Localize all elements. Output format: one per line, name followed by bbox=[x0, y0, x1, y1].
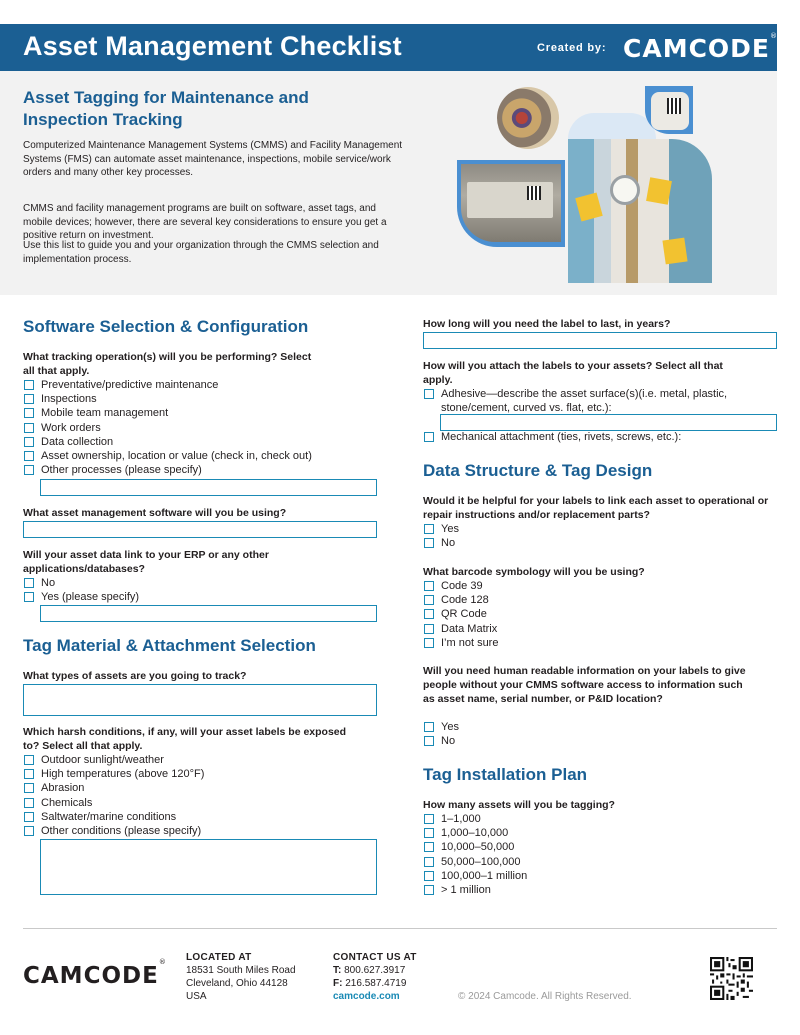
footer-divider bbox=[23, 928, 777, 929]
tracking-operations-options bbox=[23, 378, 383, 477]
camcode-logo[interactable] bbox=[623, 31, 779, 63]
asset-count-options bbox=[423, 812, 623, 897]
intro-paragraph-2: CMMS and facility management programs are built on software, asset tags, and mobile devices; however, there are several key considerations to ensure you get a positive return on investment. bbox=[23, 203, 387, 241]
checkbox-option[interactable] bbox=[23, 767, 383, 781]
checkbox-option[interactable] bbox=[23, 406, 383, 420]
checkbox[interactable] bbox=[424, 432, 434, 442]
label-lifespan-question: How long will you need the label to last, in years? bbox=[423, 318, 671, 330]
address-block bbox=[186, 964, 296, 1003]
software-section-heading: Software Selection & Configuration bbox=[23, 317, 309, 336]
checkbox[interactable] bbox=[24, 437, 34, 447]
option-label: Work orders bbox=[41, 421, 101, 434]
link-instructions-options bbox=[423, 522, 623, 550]
checkbox-option[interactable] bbox=[23, 796, 383, 810]
tag-material-section-heading: Tag Material & Attachment Selection bbox=[23, 636, 316, 655]
option-label: Other conditions (please specify) bbox=[41, 825, 202, 838]
option-label: > 1 million bbox=[441, 884, 491, 897]
checkbox[interactable] bbox=[424, 871, 434, 881]
harsh-conditions-options bbox=[23, 753, 383, 838]
erp-link-options bbox=[23, 576, 323, 604]
checkbox[interactable] bbox=[424, 638, 434, 648]
software-question: What asset management software will you be using? bbox=[23, 507, 287, 519]
checkbox[interactable] bbox=[24, 812, 34, 822]
checkbox[interactable] bbox=[424, 581, 434, 591]
option-label: 1,000–10,000 bbox=[441, 827, 509, 840]
qr-code-icon[interactable] bbox=[710, 957, 753, 1000]
checkbox-option[interactable] bbox=[423, 826, 623, 840]
option-label: Saltwater/marine conditions bbox=[41, 810, 177, 823]
checkbox-option[interactable] bbox=[23, 824, 383, 838]
option-label: No bbox=[41, 577, 56, 589]
checkbox-option[interactable] bbox=[423, 522, 623, 536]
checkbox[interactable] bbox=[24, 826, 34, 836]
option-label: No bbox=[441, 735, 456, 748]
fax-number: 216.587.4719 bbox=[345, 978, 407, 989]
checkbox[interactable] bbox=[24, 465, 34, 475]
photo-tagged-valves bbox=[568, 139, 712, 283]
option-label: Chemicals bbox=[41, 796, 93, 809]
tracking-operations-question: What tracking operation(s) will you be performing? Select all that apply. bbox=[23, 351, 312, 377]
checkbox-option[interactable] bbox=[423, 593, 623, 607]
created-by-label: Created by: bbox=[537, 42, 607, 54]
option-label: Outdoor sunlight/weather bbox=[41, 754, 164, 766]
checkbox-option[interactable] bbox=[423, 636, 623, 650]
checkbox-option[interactable] bbox=[23, 576, 323, 590]
contact-heading: CONTACT US AT bbox=[333, 952, 417, 963]
option-label: 10,000–50,000 bbox=[441, 841, 515, 854]
intro-paragraph-3: Use this list to guide you and your organization through the CMMS selection and implementation process. bbox=[23, 240, 379, 265]
phone-line bbox=[333, 964, 406, 977]
checkbox-option[interactable] bbox=[23, 378, 383, 392]
checkbox-option[interactable] bbox=[23, 449, 383, 463]
option-label: Code 128 bbox=[441, 594, 489, 607]
checkbox-option[interactable] bbox=[423, 387, 777, 415]
checkbox[interactable] bbox=[24, 769, 34, 779]
checkbox[interactable] bbox=[24, 423, 34, 433]
intro-heading: Asset Tagging for Maintenance and Inspection Tracking bbox=[23, 88, 309, 129]
footer-logo-text: CAMCODE bbox=[23, 963, 159, 989]
other-processes-field[interactable] bbox=[40, 479, 377, 496]
checkbox[interactable] bbox=[424, 828, 434, 838]
address-line-1: 18531 South Miles Road bbox=[186, 965, 296, 976]
checkbox[interactable] bbox=[24, 380, 34, 390]
fax-label: F: bbox=[333, 978, 343, 989]
checkbox[interactable] bbox=[424, 857, 434, 867]
checkbox[interactable] bbox=[424, 389, 434, 399]
checkbox[interactable] bbox=[424, 736, 434, 746]
option-label: Yes bbox=[441, 523, 459, 535]
checkbox[interactable] bbox=[424, 842, 434, 852]
checkbox[interactable] bbox=[24, 451, 34, 461]
option-label: QR Code bbox=[441, 608, 487, 621]
option-label: Preventative/predictive maintenance bbox=[41, 379, 219, 391]
asset-types-question: What types of assets are you going to track? bbox=[23, 670, 247, 682]
checkbox-option[interactable] bbox=[23, 590, 323, 604]
option-label: 50,000–100,000 bbox=[441, 855, 521, 868]
checkbox-option[interactable] bbox=[423, 622, 623, 636]
option-label: Yes (please specify) bbox=[41, 591, 140, 604]
photo-stacked-assets bbox=[497, 87, 559, 149]
option-label: No bbox=[441, 537, 456, 550]
checkbox[interactable] bbox=[424, 524, 434, 534]
intro-paragraph-1: Computerized Maintenance Management Systems (CMMS) and Facility Management Systems (FMS) can automate asset maintenance, inspections, mobile service/work orders and many other key processes. bbox=[23, 140, 403, 178]
option-label: Code 39 bbox=[441, 580, 483, 592]
checkbox[interactable] bbox=[24, 783, 34, 793]
logo-text: CAMCODE bbox=[623, 34, 771, 63]
checkbox-option[interactable] bbox=[423, 734, 623, 748]
checkbox[interactable] bbox=[424, 538, 434, 548]
checkbox-option[interactable] bbox=[423, 720, 623, 734]
checkbox[interactable] bbox=[424, 595, 434, 605]
checkbox[interactable] bbox=[424, 609, 434, 619]
checkbox[interactable] bbox=[24, 755, 34, 765]
checkbox[interactable] bbox=[24, 798, 34, 808]
checkbox[interactable] bbox=[24, 592, 34, 602]
option-label: High temperatures (above 120°F) bbox=[41, 768, 205, 781]
website-link[interactable]: camcode.com bbox=[333, 991, 400, 1002]
option-label: Data Matrix bbox=[441, 622, 498, 635]
asset-types-field[interactable] bbox=[23, 684, 377, 716]
option-label: Mobile team management bbox=[41, 407, 169, 420]
installation-section-heading: Tag Installation Plan bbox=[423, 765, 588, 784]
checkbox-option[interactable] bbox=[23, 753, 383, 767]
checkbox-option[interactable] bbox=[423, 579, 623, 593]
checkbox[interactable] bbox=[24, 394, 34, 404]
attach-mechanical-option-list bbox=[423, 430, 777, 444]
checkbox-option[interactable] bbox=[23, 463, 383, 477]
checkbox-option[interactable] bbox=[23, 421, 383, 435]
asset-count-question: How many assets will you be tagging? bbox=[423, 799, 615, 811]
intro-section bbox=[0, 71, 777, 295]
checkbox-option[interactable] bbox=[23, 781, 383, 795]
header-banner bbox=[0, 24, 777, 71]
page-title: Asset Management Checklist bbox=[23, 31, 402, 61]
checkbox[interactable] bbox=[24, 578, 34, 588]
option-label: Asset ownership, location or value (check in, check out) bbox=[41, 450, 312, 463]
footer-registered-mark: ® bbox=[158, 958, 167, 967]
checkbox-option[interactable] bbox=[423, 536, 623, 550]
data-structure-section-heading: Data Structure & Tag Design bbox=[423, 461, 653, 480]
checkbox-option[interactable] bbox=[23, 392, 383, 406]
address-line-2: Cleveland, Ohio 44128 bbox=[186, 978, 288, 989]
attach-adhesive-option-list bbox=[423, 387, 777, 415]
copyright-text: © 2024 Camcode. All Rights Reserved. bbox=[458, 991, 632, 1002]
contact-block bbox=[333, 964, 406, 1003]
option-label: Abrasion bbox=[41, 782, 85, 795]
harsh-conditions-question: Which harsh conditions, if any, will your asset labels be exposed to? Select all that apply. bbox=[23, 726, 347, 752]
address-line-3: USA bbox=[186, 991, 207, 1002]
human-readable-question: Will you need human readable information on your labels to give people without your CMMS software access to information such as asset name, serial number, or P&ID location? bbox=[423, 665, 746, 705]
erp-link-question: Will your asset data link to your ERP or any other applications/databases? bbox=[23, 549, 269, 575]
option-label: 100,000–1 million bbox=[441, 869, 528, 882]
checkbox[interactable] bbox=[424, 722, 434, 732]
checkbox[interactable] bbox=[424, 814, 434, 824]
option-label: Adhesive—describe the asset surface(s)(i.e. metal, plastic, stone/cement, curved vs. flat, etc.): bbox=[441, 388, 728, 415]
option-label: Mechanical attachment (ties, rivets, screws, etc.): bbox=[441, 431, 682, 443]
footer-camcode-logo[interactable] bbox=[23, 958, 167, 989]
checkbox[interactable] bbox=[24, 408, 34, 418]
label-lifespan-field[interactable] bbox=[423, 332, 777, 349]
checkbox[interactable] bbox=[424, 885, 434, 895]
photo-metal-asset-label bbox=[457, 160, 565, 247]
option-label: 1–1,000 bbox=[441, 813, 481, 825]
attach-method-question: How will you attach the labels to your assets? Select all that apply. bbox=[423, 360, 723, 386]
human-readable-options bbox=[423, 720, 623, 748]
checkbox-option[interactable] bbox=[23, 810, 383, 824]
photo-asset-tag-closeup bbox=[645, 86, 693, 134]
fax-line bbox=[333, 977, 406, 990]
checkbox-option[interactable] bbox=[423, 883, 623, 897]
checkbox-option[interactable] bbox=[423, 430, 777, 444]
barcode-symbology-options bbox=[423, 579, 623, 650]
checkbox-option[interactable] bbox=[423, 840, 623, 854]
option-label: Yes bbox=[441, 721, 459, 733]
checkbox-option[interactable] bbox=[23, 435, 383, 449]
option-label: Inspections bbox=[41, 393, 97, 406]
option-label: Other processes (please specify) bbox=[41, 464, 202, 477]
link-instructions-question: Would it be helpful for your labels to link each asset to operational or repair instructions and/or replacement parts? bbox=[423, 495, 769, 521]
registered-mark: ® bbox=[770, 31, 779, 40]
checkbox-option[interactable] bbox=[423, 869, 623, 883]
adhesive-surface-field[interactable] bbox=[440, 414, 777, 431]
phone-number[interactable]: 800.627.3917 bbox=[344, 965, 406, 976]
software-field[interactable] bbox=[23, 521, 377, 538]
checkbox[interactable] bbox=[424, 624, 434, 634]
phone-label: T: bbox=[333, 965, 342, 976]
other-conditions-field[interactable] bbox=[40, 839, 377, 895]
barcode-symbology-question: What barcode symbology will you be using? bbox=[423, 566, 645, 578]
erp-specify-field[interactable] bbox=[40, 605, 377, 622]
option-label: Data collection bbox=[41, 435, 114, 448]
option-label: I’m not sure bbox=[441, 636, 499, 649]
checkbox-option[interactable] bbox=[423, 855, 623, 869]
checkbox-option[interactable] bbox=[423, 812, 623, 826]
checkbox-option[interactable] bbox=[423, 607, 623, 621]
located-heading: LOCATED AT bbox=[186, 952, 252, 963]
